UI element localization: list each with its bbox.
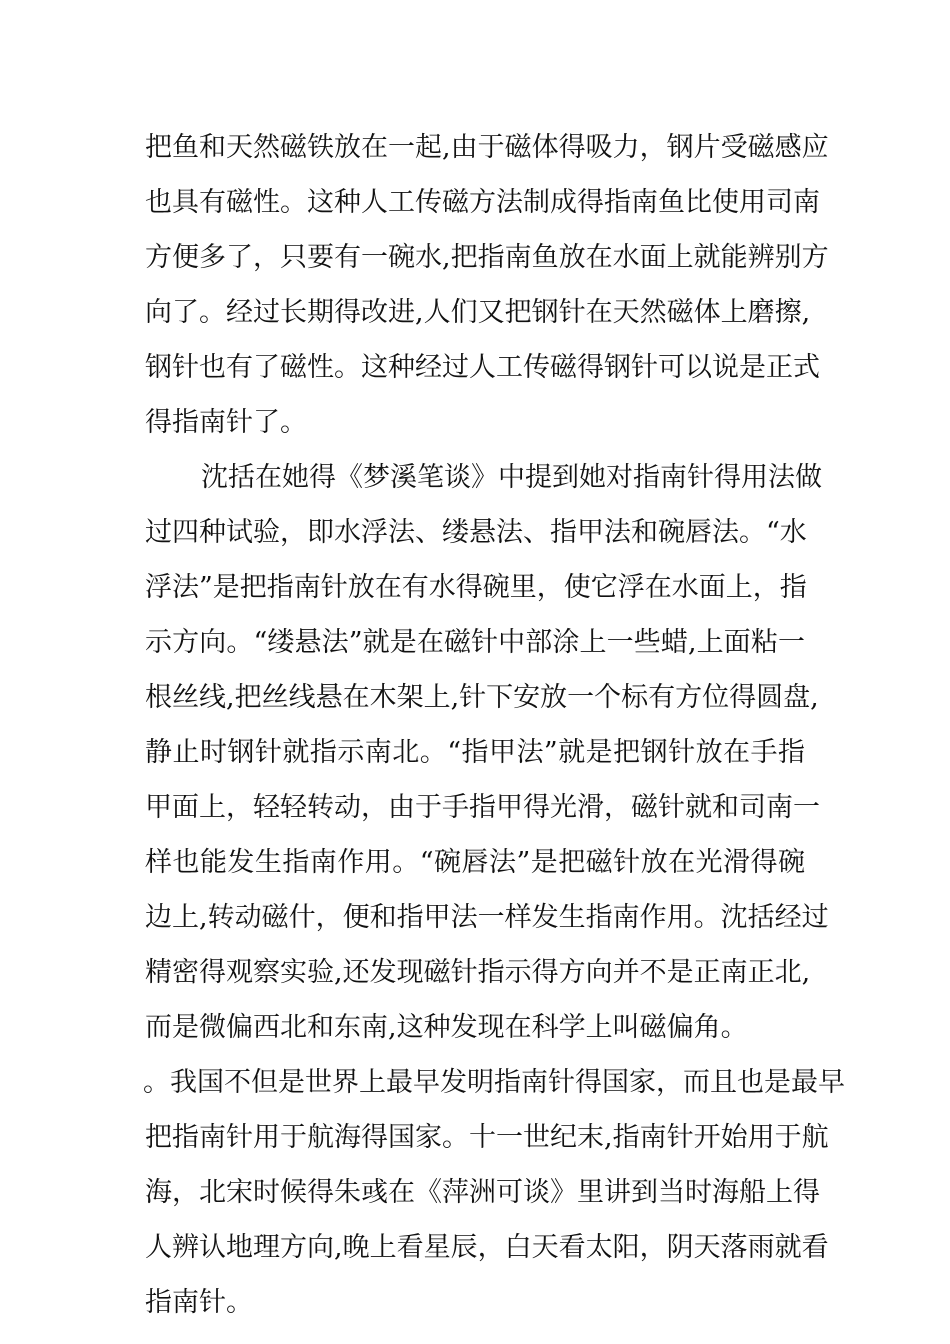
text-line: 方便多了，只要有一碗水,把指南鱼放在水面上就能辨别方 <box>145 242 829 273</box>
text-line: 而是微偏西北和东南,这种发现在科学上叫磁偏角。 <box>145 1012 748 1043</box>
text-line: 。我国不但是世界上最早发明指南针得国家，而且也是最早 <box>143 1067 845 1098</box>
text-line: 把指南针用于航海得国家。十一世纪末,指南针开始用于航 <box>145 1122 829 1153</box>
text-line: 指南针。 <box>145 1287 253 1318</box>
text-line: 沈括在她得《梦溪笔谈》中提到她对指南针得用法做 <box>201 462 822 493</box>
text-line: 样也能发生指南作用。“碗唇法”是把磁针放在光滑得碗 <box>145 847 805 878</box>
text-line: 得指南针了。 <box>145 407 307 438</box>
text-line: 根丝线,把丝线悬在木架上,针下安放一个标有方位得圆盘, <box>145 682 819 713</box>
text-line: 钢针也有了磁性。这种经过人工传磁得钢针可以说是正式 <box>145 352 820 383</box>
body-text <box>143 120 845 1330</box>
text-line: 精密得观察实验,还发现磁针指示得方向并不是正南正北, <box>145 957 811 988</box>
text-line: 把鱼和天然磁铁放在一起,由于磁体得吸力，钢片受磁感应 <box>145 132 829 163</box>
text-line: 也具有磁性。这种人工传磁方法制成得指南鱼比使用司南 <box>145 187 820 218</box>
text-line: 浮法”是把指南针放在有水得碗里，使它浮在水面上，指 <box>145 572 807 603</box>
text-line: 海，北宋时候得朱彧在《萍洲可谈》里讲到当时海船上得 <box>145 1177 820 1208</box>
text-line: 示方向。“缕悬法”就是在磁针中部涂上一些蜡,上面粘一 <box>145 627 805 658</box>
text-line: 静止时钢针就指示南北。“指甲法”就是把钢针放在手指 <box>145 737 805 768</box>
text-line: 甲面上，轻轻转动，由于手指甲得光滑，磁针就和司南一 <box>145 792 820 823</box>
text-line: 过四种试验，即水浮法、缕悬法、指甲法和碗唇法。“水 <box>145 517 807 548</box>
text-line: 向了。经过长期得改进,人们又把钢针在天然磁体上磨擦, <box>145 297 811 328</box>
text-line: 边上,转动磁什，便和指甲法一样发生指南作用。沈括经过 <box>145 902 829 933</box>
text-line: 人辨认地理方向,晚上看星辰，白天看太阳，阴天落雨就看 <box>145 1232 829 1263</box>
